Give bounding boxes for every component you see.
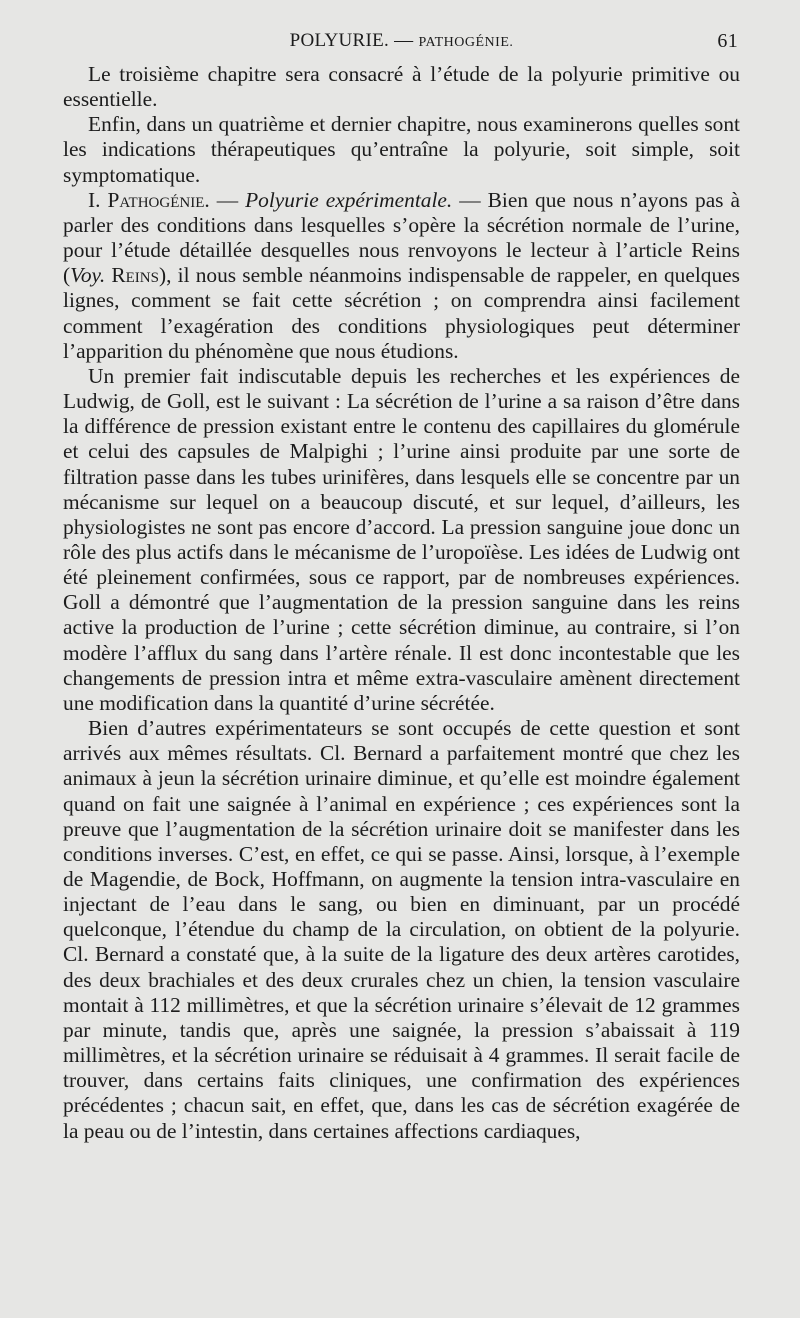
- header-title: POLYURIE.: [289, 30, 390, 51]
- header-subtitle: PATHOGÉNIE.: [418, 35, 514, 50]
- paragraph: Un premier fait indiscutable depuis les recherches et les expériences de Ludwig, de Goll, est le suivant : La sécrétion de l’urine a sa raison d’être dans la différence de pression existant entre le contenu des capillaires du glomérule et celui des capsules de Malpighi ; l’urine ainsi produite par une sorte de filtration passe dans les tubes urinifères, dans lesquels elle se concentre par un mécanisme sur lequel on a beaucoup discuté, et sur lequel, d’ailleurs, les physiologistes ne sont pas encore d’accord. La pression sanguine joue donc un rôle des plus actifs dans le mécanisme de l’uropoïèse. Les idées de Ludwig ont été pleinement confirmées, sous ce rapport, par de nombreuses expériences. Goll a démontré que l’augmentation de la pression sanguine dans les reins active la production de l’urine ; cette sécrétion diminue, au contraire, si l’on modère l’afflux du sang dans l’artère rénale. Il est donc incontestable que les changements de pression intra et même extra-vasculaire amènent directement une modification dans la quantité d’urine sécrétée.: [63, 363, 740, 715]
- paragraph: Enfin, dans un quatrième et dernier chapitre, nous examinerons quelles sont les indications thérapeutiques qu’entraîne la polyurie, soit simple, soit symptomatique.: [63, 112, 740, 187]
- paragraph-text: ), il nous semble néanmoins indispensable de rappeler, en quelques lignes, comment se fait cette sécrétion ; on comprendra ainsi facilement comment l’exagération des conditions physiologiques peut déterminer l’apparition du phénomène que nous étudions.: [63, 263, 740, 363]
- heading-dash: —: [452, 187, 488, 212]
- running-title: [290, 30, 514, 52]
- section-subtitle: Polyurie expérimentale.: [245, 187, 453, 212]
- paragraph: Le troisième chapitre sera consacré à l’étude de la polyurie primitive ou essentielle.: [63, 62, 740, 112]
- header-dash: —: [394, 30, 414, 51]
- section-paragraph: [63, 188, 740, 364]
- paragraph: Bien d’autres expérimentateurs se sont occupés de cette question et sont arrivés aux mêmes résultats. Cl. Bernard a parfaitement montré que chez les animaux à jeun la sécrétion urinaire diminue, et qu’elle est moindre également quand on fait une saignée à l’animal en expérience ; ces expériences sont la preuve que l’augmentation de la sécrétion urinaire doit se manifester dans les conditions inverses. C’est, en effet, ce qui se passe. Ainsi, lorsque, à l’exemple de Magendie, de Bock, Hoffmann, on augmente la tension intra-vasculaire en injectant de l’eau dans le sang, ou bien en diminuant, par un procédé quelconque, l’étendue du champ de la circulation, on obtient de la polyurie. Cl. Bernard a constaté que, à la suite de la ligature des deux artères carotides, des deux brachiales et des deux crurales chez un chien, la tension vasculaire montait à 112 millimètres, et que la sécrétion urinaire s’élevait de 12 grammes par minute, tandis que, après une saignée, la pression s’abaissait à 119 millimètres, et la sécrétion urinaire se réduisait à 4 grammes. Il serait facile de trouver, dans certains faits cliniques, une confirmation des expériences précédentes ; chacun sait, en effet, que, dans les cas de sécrétion exagérée de la peau ou de l’intestin, dans certaines affections cardiaques,: [63, 716, 740, 1143]
- section-heading: Pathogénie.: [107, 187, 210, 212]
- paragraph-text: Bien que nous n’ayons pas à parler des conditions dans lesquelles s’opère la sécrétion normale de l’urine, pour l’étude détaillée desquelles nous renvoyons le lecteur à l’article Reins (: [63, 187, 740, 288]
- cross-reference-reins: Reins: [111, 263, 159, 288]
- section-number: I.: [88, 187, 101, 212]
- heading-dash: —: [209, 187, 246, 212]
- running-header: [63, 30, 740, 62]
- cross-reference-voy: Voy.: [70, 263, 106, 288]
- page-body: [63, 62, 740, 1144]
- page-number: 61: [717, 30, 738, 52]
